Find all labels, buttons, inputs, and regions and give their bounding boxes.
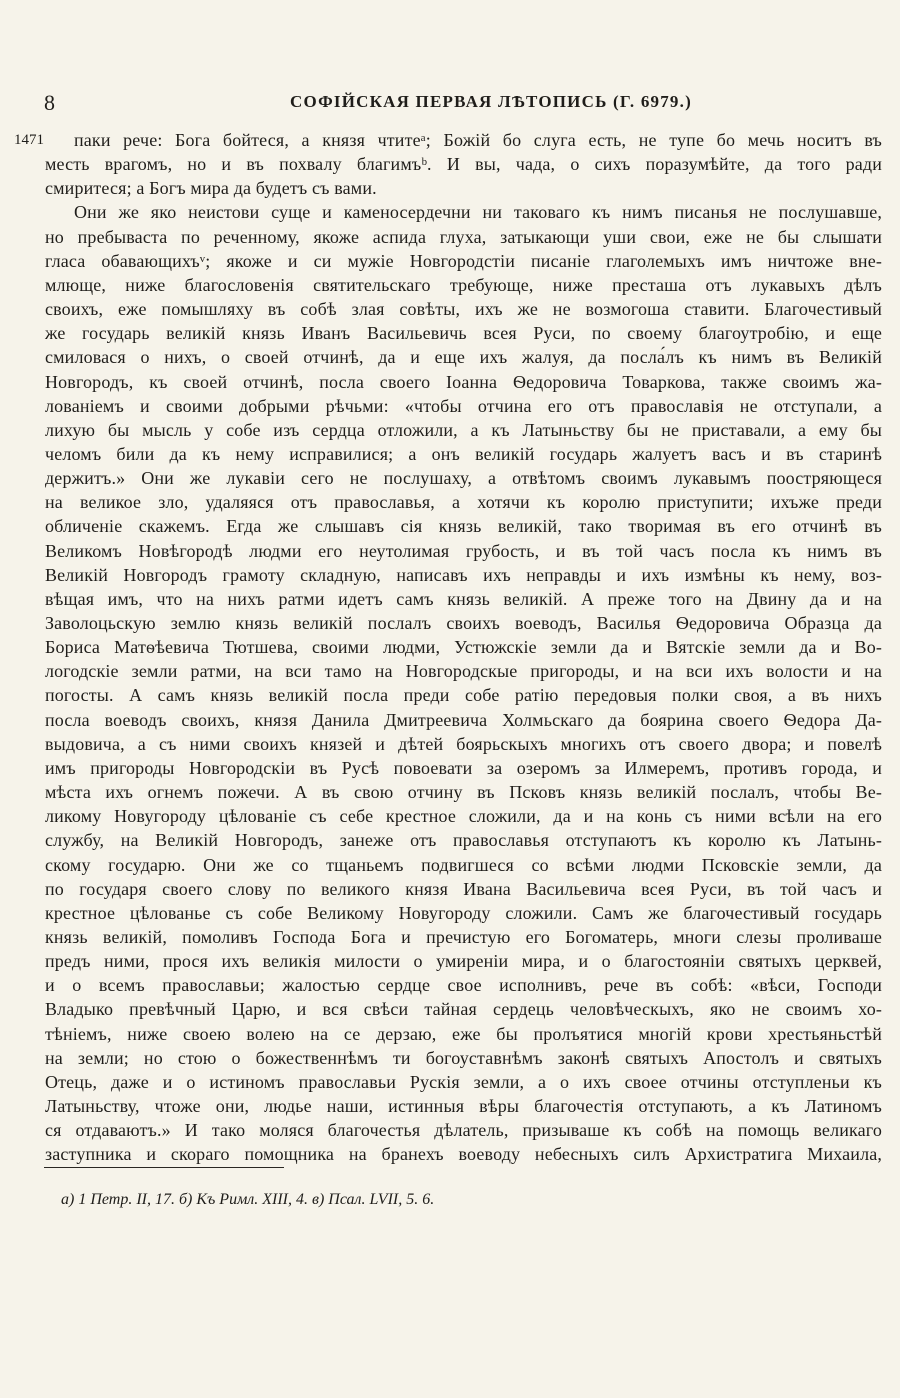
text-line: на земли; но стою о божественнѣмъ ти богоуставнѣмъ законѣ святыхъ Апостолъ и святыхъ [45, 1047, 882, 1068]
text-line: на великое зло, удаляяся отъ православья, а хотячи къ королю приступити; ихъже преди [45, 492, 882, 513]
text-line: тѣніемъ, ниже своею волею на се дерзаю, еже бы пролъятися многій крови хрестьяньстѣй [45, 1023, 882, 1044]
text-line: Новгородъ, къ своей отчинѣ, посла своего Іоанна Ѳедоровича Товаркова, также своимъ жа- [45, 371, 882, 392]
text-line: Великій Новгородъ грамоту складную, написавъ ихъ неправды и ихъ измѣны къ нему, воз- [45, 564, 882, 585]
text-line: ликому Новугороду цѣлованіе съ себе крестное сложили, да и на конь съ ними всѣли на его [45, 806, 882, 827]
text-line: гласа обавающихъᵛ; якоже и си мужіе Новгородстіи писаніе глаголемыхъ имъ ничтоже вне- [45, 250, 882, 271]
footnotes: а) 1 Петр. II, 17. б) Къ Римл. XIII, 4. в) Псал. LVII, 5. 6. [61, 1191, 435, 1208]
text-line: своихъ, еже помышляху въ собѣ злая совѣты, ихъ же не возмогоша ставити. Благочестивый [45, 299, 882, 320]
text-line: по государя своего слову по великого князя Ивана Васильевича всея Руси, въ той часъ и [45, 878, 882, 899]
text-line: держитъ.» Они же лукавіи сего не послушаху, а отвѣтомъ своимъ лукавымъ поостряющеся [45, 468, 882, 489]
text-line: смиловася о нихъ, о своей отчинѣ, да и еще ихъ жалуя, да посла́лъ къ нимъ въ Великій [45, 347, 882, 368]
text-line: обличеніе скажемъ. Егда же слышавъ сія князь великій, тако творимая въ его отчинѣ въ [45, 516, 882, 537]
text-line: Бориса Матѳѣевича Тютшева, своими людми, Устюжскіе земли да и Вятскіе земли да и Во- [45, 637, 882, 658]
text-line: скому государю. Они же со тщаньемъ подвигшеся со всѣми людми Псковскіе земли, да [45, 854, 882, 875]
text-line: смиритеся; а Богъ мира да будетъ съ вами. [45, 178, 377, 199]
text-line: ся отдаваютъ.» И тако моляся благочестья дѣлатель, призываше къ собѣ на помощь великаго [45, 1120, 882, 1141]
text-line: лихую бы мысль у собе изъ сердца отложили, а къ Латыньству бы не приставали, а ему бы [45, 419, 882, 440]
text-line: предъ ними, прося ихъ великія милости о умиреніи мира, и о благостояніи святыхъ церквей, [45, 951, 882, 972]
text-line: погосты. А самъ князь великій посла преди собе ратію передовыя полки своя, а въ нихъ [45, 685, 882, 706]
page-number: 8 [44, 90, 56, 115]
running-title: СОФІЙСКАЯ ПЕРВАЯ ЛѢТОПИСЬ (Г. 6979.) [290, 92, 692, 111]
text-line: князь великій, помоливъ Господа Бога и пречистую его Богоматерь, многи слезы проливаше [45, 926, 882, 947]
text-line: мѣста ихъ огнемъ пожечи. А въ свою отчину въ Псковъ князь великій послалъ, чтобы Ве- [45, 782, 882, 803]
text-line: лованіемъ и своими добрыми рѣчьми: «чтобы отчина его отъ православія не отступали, а [45, 395, 882, 416]
text-line: Отець, даже и о истиномъ православьи Рускія земли, а о ихъ своее отчины отступленьи къ [45, 1071, 882, 1092]
text-line: но пребываста по реченному, якоже аспида глуха, затыкающи уши свои, еже не бы слышати [45, 226, 882, 247]
text-line: крестное цѣлованье съ собе Великому Новугороду сложили. Самъ же благочестивый государь [45, 902, 882, 923]
text-line: и о всемъ православьи; жалостью сердце свое исполнивъ, рече въ собѣ: «вѣси, Господи [45, 975, 882, 996]
text-line: выдовича, а съ ними своихъ князей и дѣтей боярьскыхъ многихъ отъ своего двора; и повелѣ [45, 733, 882, 754]
text-line: млюще, ниже благословенія святительскаго требующе, ниже престаша отъ лукавыхъ дѣлъ [45, 274, 882, 295]
text-line: Великомъ Новѣгородѣ людми его неутолимая грубость, и въ той часъ посла къ нимъ въ [45, 540, 882, 561]
text-line: паки рече: Бога бойтеся, а князя чтитеᵃ; Божій бо слуга есть, не тупе бо мечь носитъ въ [74, 130, 882, 150]
text-line: Владыко превѣчный Царю, и вся свѣси тайная сердець человѣческыхъ, яко не своимъ хо- [45, 999, 882, 1020]
text-line: челомъ били да къ нему исправилися; а онъ великій государь жалуетъ васъ и въ старинѣ [45, 443, 882, 464]
text-line: имъ пригороды Новгородскіи въ Русѣ повоевати за озеромъ за Илмеремъ, противъ города, и [45, 757, 882, 778]
text-line: посла воеводъ своихъ, князя Данила Дмитреевича Холмьскаго да боярина своего Ѳедора Да- [45, 709, 882, 730]
text-line: заступника и скораго помощника на бранехъ воеводу небесныхъ силъ Архистратига Михаила, [45, 1144, 882, 1165]
text-line: Латыньству, чтоже они, людье наши, истинныя вѣры благочестія отступають, а къ Латиномъ [45, 1096, 882, 1116]
text-line: же государь великій князь Иванъ Васильевичь всея Руси, по своему благоутробію, и еще [45, 323, 882, 344]
text-line: вѣщая имъ, что на нихъ ратми идетъ самъ князь великій. А преже того на Двину да и на [45, 588, 882, 609]
text-line: Заволоцьскую землю князь великій послалъ своихъ воеводъ, Василья Ѳедоровича Образца да [45, 613, 882, 633]
footnote-rule [44, 1167, 284, 1168]
text-line: службу, на Великій Новгородъ, занеже отъ православья отступаютъ къ королю къ Латынь- [45, 830, 882, 851]
margin-year: 1471 [14, 132, 44, 148]
text-line: Они же яко неистови суще и каменосердечни ни таковаго къ нимъ писанья не послушавше, [74, 202, 882, 223]
text-line: логодскіе земли ратми, на вси тамо на Новгородскые пригороды, и на вси ихъ волости и на [45, 661, 882, 682]
text-line: месть врагомъ, но и въ похвалу благимъᵇ. И вы, чада, о сихъ поразумѣйте, да того ради [45, 154, 882, 175]
